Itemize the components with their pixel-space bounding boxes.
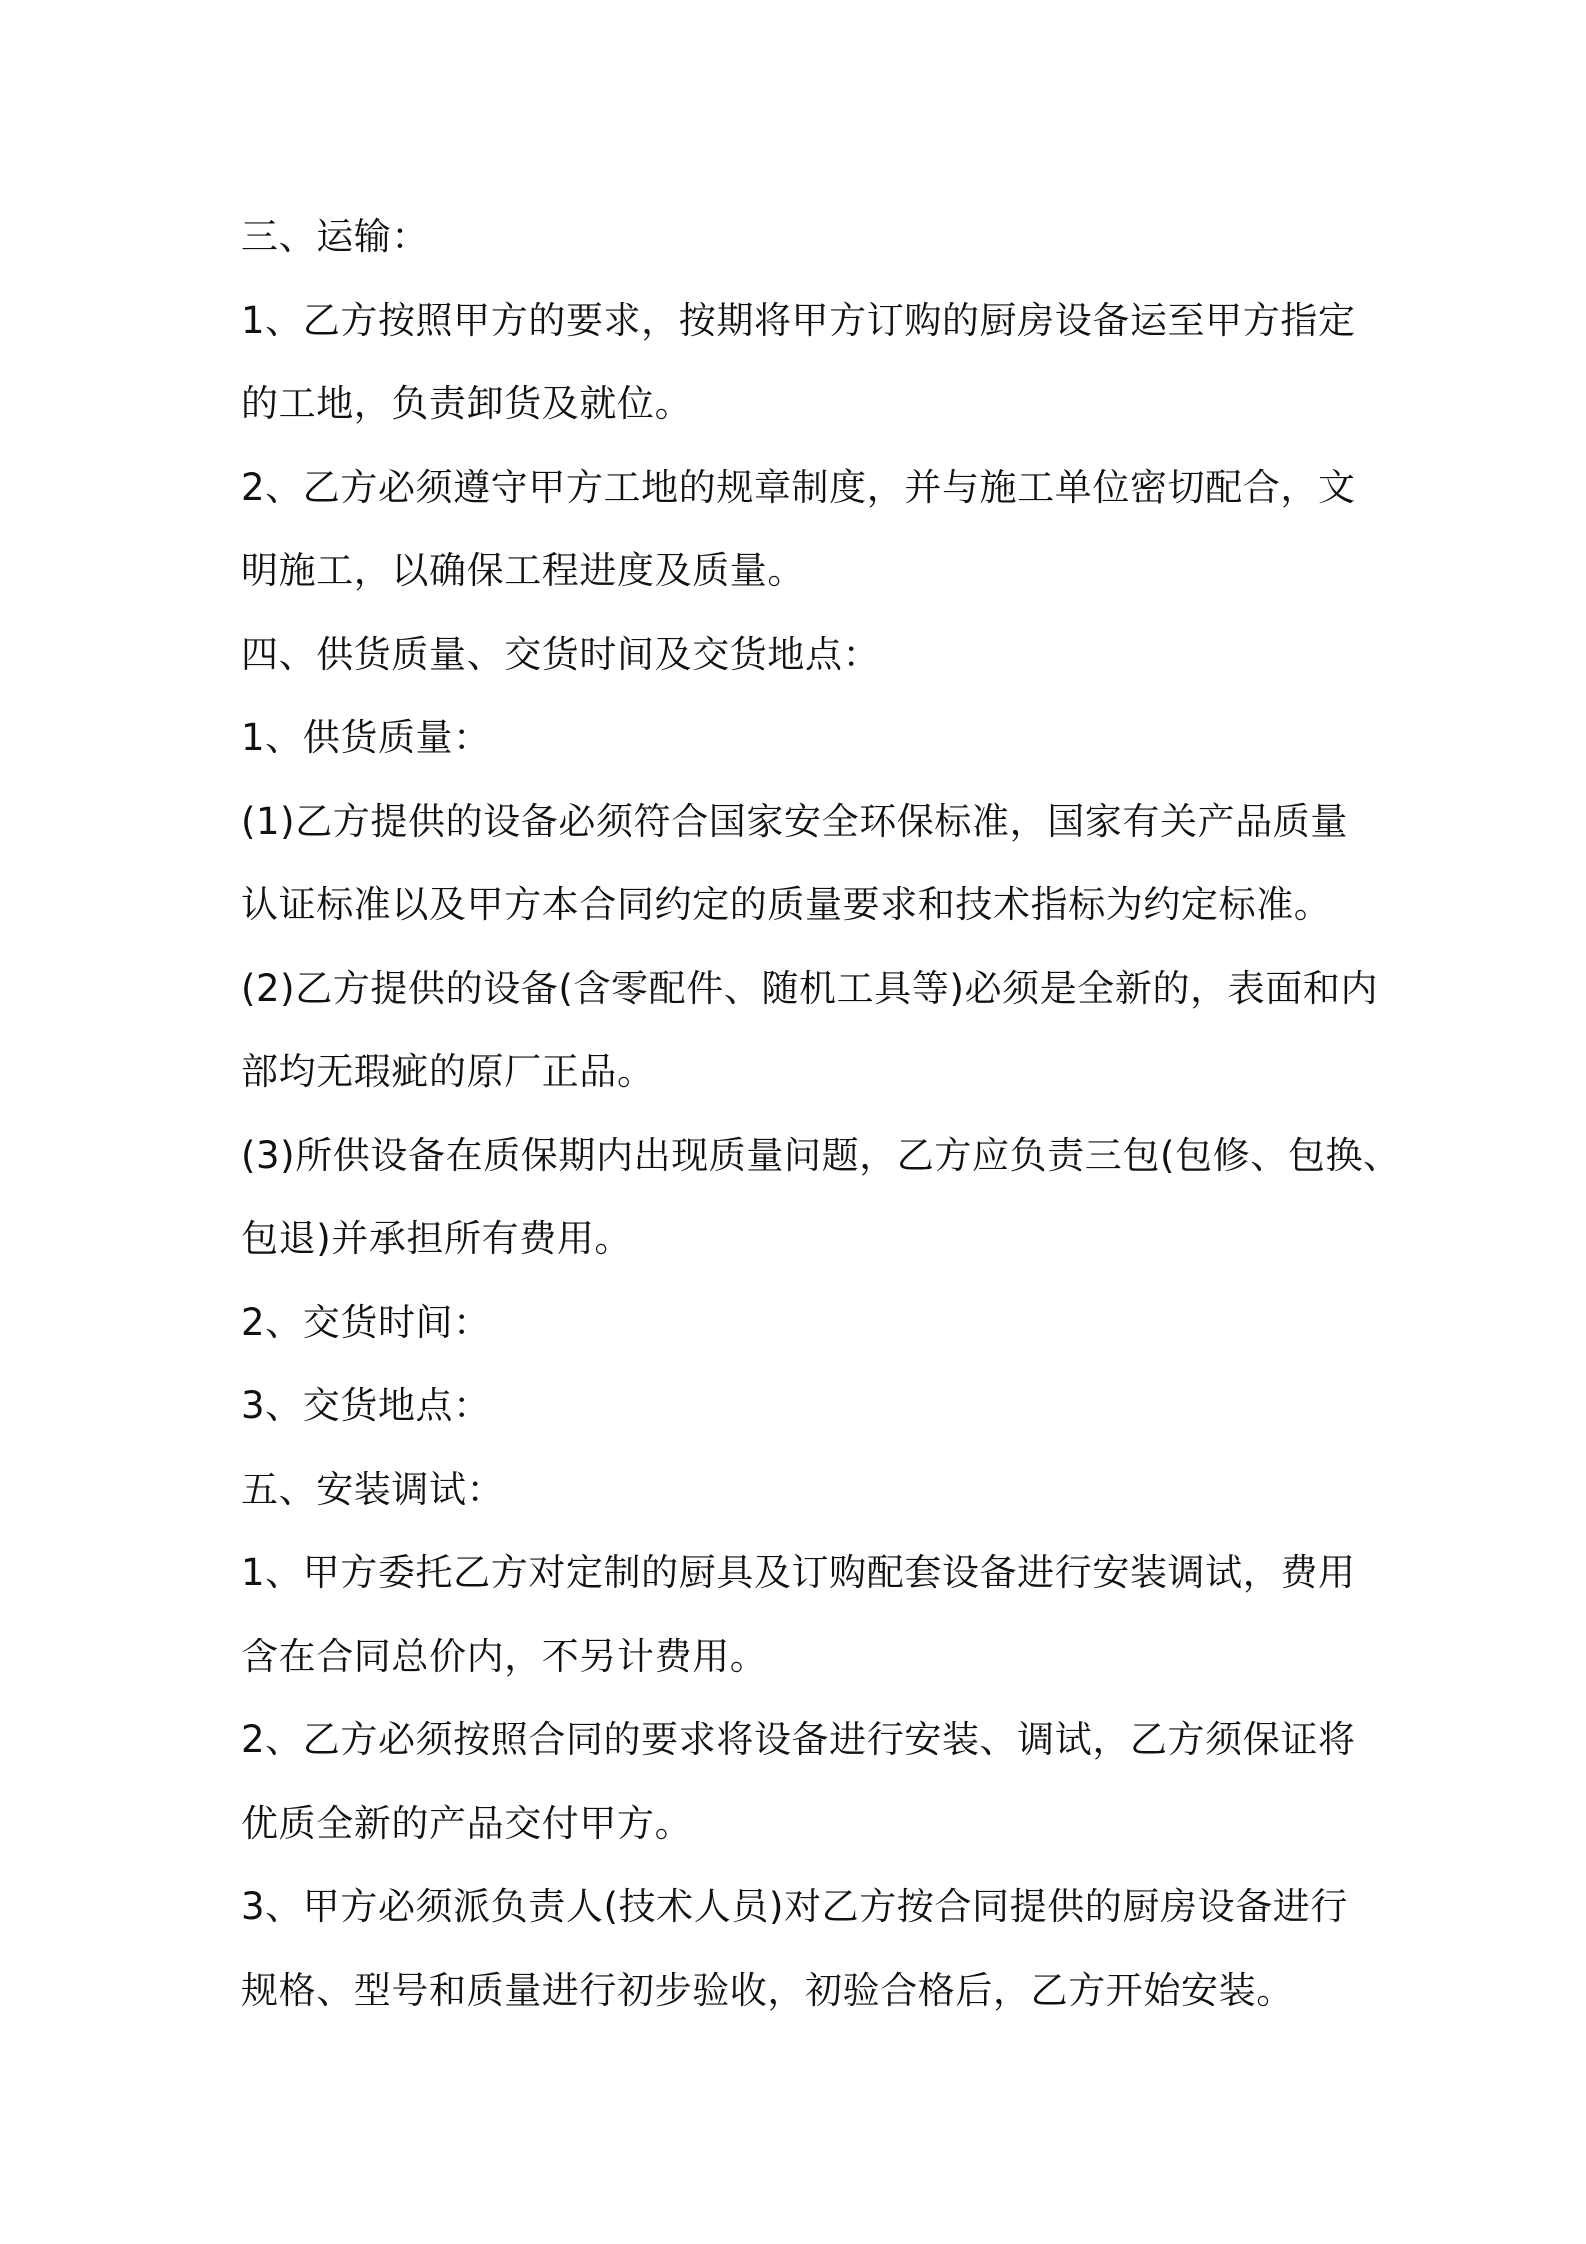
paragraph-line: 规格、型号和质量进行初步验收，初验合格后，乙方开始安装。 [241, 1968, 1294, 2012]
paragraph-line: 3、甲方必须派负责人(技术人员)对乙方按合同提供的厨房设备进行 [241, 1885, 1349, 1928]
paragraph-line: (2)乙方提供的设备(含零配件、随机工具等)必须是全新的，表面和内 [241, 966, 1379, 1010]
subheading-delivery-time: 2、交货时间： [241, 1300, 491, 1344]
subheading-supply-quality: 1、供货质量： [241, 716, 491, 759]
document-body [241, 195, 1401, 2032]
paragraph-line: 包退)并承担所有费用。 [241, 1217, 633, 1260]
paragraph-line: 2、乙方必须按照合同的要求将设备进行安装、调试，乙方须保证将 [241, 1718, 1356, 1761]
paragraph-line: 含在合同总价内，不另计费用。 [241, 1634, 768, 1678]
subheading-delivery-place: 3、交货地点： [241, 1384, 491, 1427]
paragraph-line: 1、甲方委托乙方对定制的厨具及订购配套设备进行安装调试，费用 [241, 1551, 1356, 1594]
paragraph-line: (1)乙方提供的设备必须符合国家安全环保标准，国家有关产品质量 [241, 799, 1349, 843]
section-heading-supply: 四、供货质量、交货时间及交货地点： [241, 632, 881, 676]
paragraph-line: 1、乙方按照甲方的要求，按期将甲方订购的厨房设备运至甲方指定 [241, 298, 1356, 342]
paragraph-line: 认证标准以及甲方本合同约定的质量要求和技术指标为约定标准。 [241, 883, 1332, 926]
section-heading-installation: 五、安装调试： [241, 1467, 505, 1511]
paragraph-line: (3)所供设备在质保期内出现质量问题，乙方应负责三包(包修、包换、 [241, 1133, 1401, 1177]
paragraph-line: 2、乙方必须遵守甲方工地的规章制度，并与施工单位密切配合，文 [241, 465, 1356, 509]
paragraph-line: 的工地，负责卸货及就位。 [241, 382, 693, 425]
paragraph-line: 优质全新的产品交付甲方。 [241, 1801, 693, 1845]
paragraph-line: 明施工，以确保工程进度及质量。 [241, 549, 805, 592]
paragraph-line: 部均无瑕疵的原厂正品。 [241, 1050, 655, 1093]
section-heading-transport: 三、运输： [241, 215, 429, 258]
